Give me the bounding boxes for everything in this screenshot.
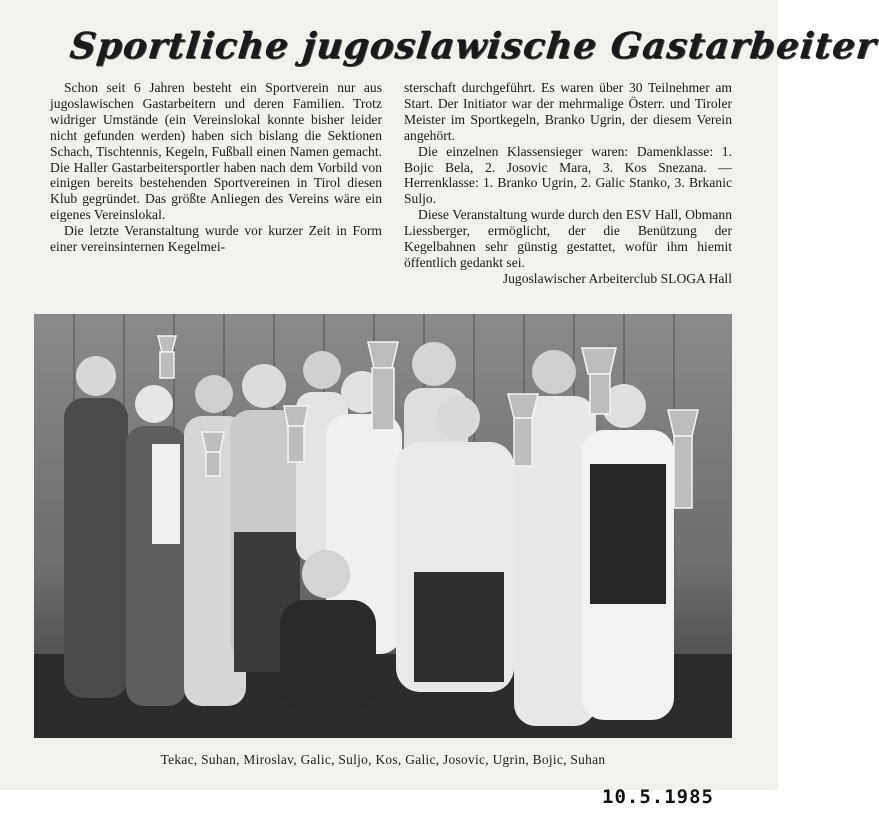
date-stamp: 10.5.1985: [602, 786, 714, 808]
article-paragraph: Die letzte Veranstaltung wurde vor kurzer Zeit in Form einer vereinsinternen Kegelmei-: [50, 223, 382, 255]
group-photo-image: [34, 314, 732, 738]
article-paragraph: Schon seit 6 Jahren besteht ein Sportverein nur aus jugoslawischen Gastarbeitern und deren Familien. Trotz widriger Umstände (ein Vereinslokal konnte bisher leider nicht gefunden werden) haben sich bislang die Sektionen Schach, Tischtennis, Kegeln, Fußball einen Namen gemacht. Die Haller Gastarbeitersportler haben nach dem Vorbild von einigen bereits bestehenden Sportvereinen in Tirol diesen Klub gegründet. Das größte Anliegen des Vereins wäre ein eigenes Vereinslokal.: [50, 80, 382, 223]
article-paragraph: Die einzelnen Klassensieger waren: Damenklasse: 1. Bojic Bela, 2. Josovic Mara, 3. Kos Snezana. — Herrenklasse: 1. Branko Ugrin, 2. Galic Stanko, 3. Brkanic Suljo.: [404, 143, 732, 207]
group-photo-drawing: [34, 314, 732, 738]
article-column-left: [50, 80, 382, 255]
article-paragraph: Diese Veranstaltung wurde durch den ESV Hall, Obmann Liessberger, ermöglicht, der die Benützung der Kegelbahnen sehr günstig gestattet, wofür ihm hiemit öffentlich gedankt sei.: [404, 207, 732, 270]
photo-caption: Tekac, Suhan, Miroslav, Galic, Suljo, Kos, Galic, Josovic, Ugrin, Bojic, Suhan: [160, 752, 606, 767]
article-paragraph: sterschaft durchgeführt. Es waren über 30 Teilnehmer am Start. Der Initiator war der mehrmalige Österr. und Tiroler Meister im Sportkegeln, Branko Ugrin, der diesem Verein angehört.: [404, 80, 732, 143]
headline: Sportliche jugoslawische Gastarbeiter: [67, 25, 879, 67]
article-column-right: [404, 80, 732, 287]
article-signature: Jugoslawischer Arbeiterclub SLOGA Hall: [502, 270, 732, 286]
